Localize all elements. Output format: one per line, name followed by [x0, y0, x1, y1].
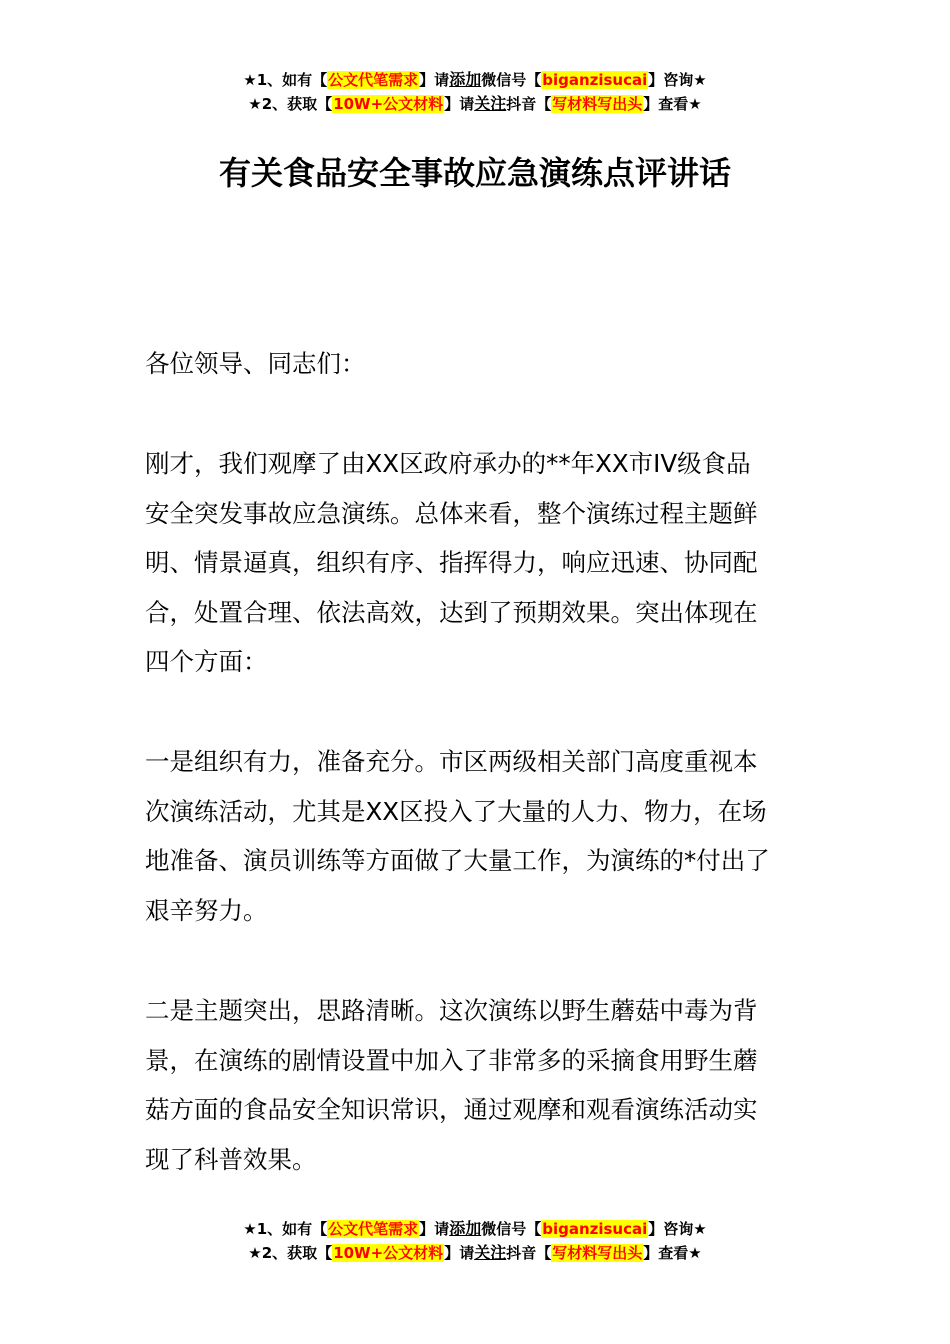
promo-text: 】请: [444, 1244, 475, 1262]
promo-text: 】请: [419, 1220, 450, 1238]
text-line: 安全突发事故应急演练。总体来看，整个演练过程主题鲜: [145, 498, 758, 528]
highlight-service: 公文代笔需求: [328, 71, 419, 89]
highlight-wechat-id: biganzisucai: [542, 71, 648, 89]
text-line: 一是组织有力，准备充分。市区两级相关部门高度重视本: [145, 747, 758, 776]
promo-text: 】咨询★: [648, 71, 707, 89]
promo-text: 微信号【: [481, 71, 542, 89]
highlight-douyin-id: 写材料写出头: [552, 95, 643, 113]
paragraph-point-2: [145, 986, 810, 1184]
text-line: 明、情景逼真，组织有序、指挥得力，响应迅速、协同配: [145, 548, 758, 578]
promo-text: 抖音【: [506, 1244, 552, 1262]
text-line: 艰辛努力。: [145, 895, 268, 925]
text-line: 二是主题突出，思路清晰。这次演练以野生蘑菇中毒为背: [145, 996, 758, 1025]
text-line: 菇方面的食品安全知识常识，通过观摩和观看演练活动实: [145, 1095, 758, 1125]
paragraph-intro: [145, 439, 810, 687]
promo-text: 微信号【: [481, 1220, 542, 1238]
promo-text: 】查看★: [643, 1244, 702, 1262]
footer-promo-banner: [0, 1217, 950, 1265]
text-line: 次演练活动，尤其是XX区投入了大量的人力、物力，在场: [145, 796, 767, 826]
paragraph-point-1: [145, 737, 810, 935]
text-line: 地准备、演员训练等方面做了大量工作，为演练的*付出了: [145, 846, 770, 876]
promo-text: ★2、获取【: [248, 95, 333, 113]
promo-text: 抖音【: [506, 95, 552, 113]
text-line: 景，在演练的剧情设置中加入了非常多的采摘食用野生蘑: [145, 1045, 758, 1075]
promo-line-1: [0, 1217, 950, 1241]
highlight-materials: 10W+公文材料: [333, 1244, 444, 1262]
underlined-follow: 关注: [474, 94, 507, 113]
promo-text: ★2、获取【: [248, 1244, 333, 1262]
text-line: 现了科普效果。: [145, 1144, 317, 1174]
header-promo-banner: [0, 68, 950, 116]
promo-line-1: [0, 68, 950, 92]
highlight-douyin-id: 写材料写出头: [552, 1244, 643, 1262]
text-line: 四个方面：: [145, 647, 268, 677]
promo-text: 】请: [419, 71, 450, 89]
salutation: 各位领导、同志们：: [145, 349, 366, 378]
highlight-wechat-id: biganzisucai: [542, 1220, 648, 1238]
promo-text: 】咨询★: [648, 1220, 707, 1238]
promo-text: ★1、如有【: [243, 1220, 328, 1238]
promo-text: 】请: [444, 95, 475, 113]
promo-line-2: [0, 92, 950, 116]
highlight-service: 公文代笔需求: [328, 1220, 419, 1238]
underlined-follow: 关注: [474, 1243, 507, 1262]
highlight-materials: 10W+公文材料: [333, 95, 444, 113]
underlined-add: 添加: [449, 70, 482, 89]
promo-text: 】查看★: [643, 95, 702, 113]
text-line: 刚才，我们观摩了由XX区政府承办的**年XX市IV级食品: [145, 449, 751, 478]
promo-line-2: [0, 1241, 950, 1265]
underlined-add: 添加: [449, 1219, 482, 1238]
promo-text: ★1、如有【: [243, 71, 328, 89]
text-line: 合，处置合理、依法高效，达到了预期效果。突出体现在: [145, 597, 758, 627]
document-title: 有关食品安全事故应急演练点评讲话: [218, 154, 731, 192]
